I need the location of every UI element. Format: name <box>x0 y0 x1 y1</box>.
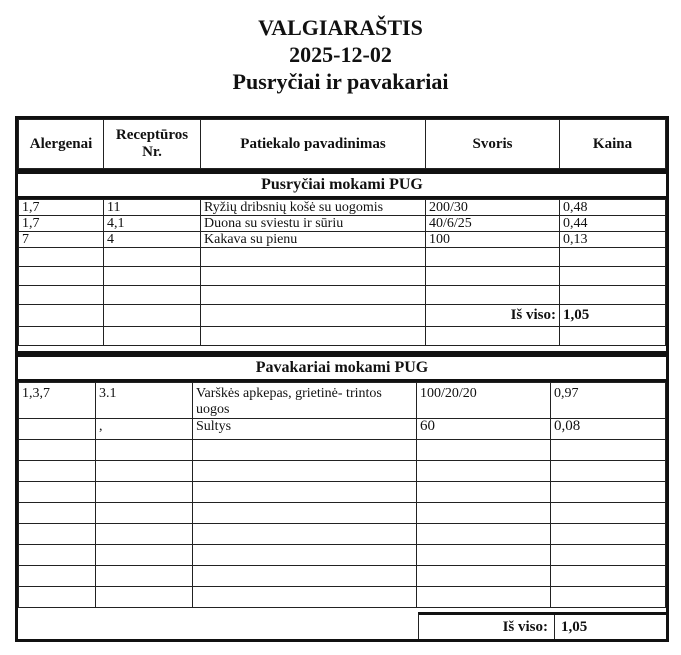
empty-cell <box>193 587 417 608</box>
empty-cell <box>19 503 96 524</box>
cell-recipe: , <box>96 419 193 440</box>
empty-cell <box>417 566 551 587</box>
empty-row <box>19 461 666 482</box>
empty-cell <box>104 305 201 327</box>
cell-price: 0,13 <box>560 232 666 248</box>
table-row <box>19 232 666 248</box>
empty-cell <box>560 248 666 267</box>
cell-recipe: 4,1 <box>104 216 201 232</box>
cell-price: 0,48 <box>560 200 666 216</box>
empty-cell <box>551 440 666 461</box>
empty-cell <box>426 248 560 267</box>
cell-weight: 100 <box>426 232 560 248</box>
cell-weight: 200/30 <box>426 200 560 216</box>
cell-allergens <box>19 419 96 440</box>
empty-cell <box>551 566 666 587</box>
empty-cell <box>19 461 96 482</box>
empty-cell <box>104 248 201 267</box>
empty-cell <box>417 524 551 545</box>
empty-row <box>19 440 666 461</box>
empty-cell <box>19 440 96 461</box>
cell-allergens: 1,3,7 <box>19 383 96 419</box>
empty-row <box>19 482 666 503</box>
total-value: 1,05 <box>561 619 588 635</box>
section-title: Pusryčiai mokami PUG <box>18 174 666 199</box>
empty-cell <box>193 482 417 503</box>
table-row <box>19 419 666 440</box>
empty-cell <box>551 482 666 503</box>
empty-cell <box>96 482 193 503</box>
cell-dish: Duona su sviestu ir sūriu <box>201 216 426 232</box>
empty-cell <box>19 267 104 286</box>
empty-cell <box>201 286 426 305</box>
empty-row <box>19 327 666 346</box>
empty-cell <box>201 248 426 267</box>
empty-row <box>19 286 666 305</box>
empty-cell <box>560 286 666 305</box>
empty-cell <box>104 267 201 286</box>
empty-row <box>19 566 666 587</box>
empty-cell <box>417 461 551 482</box>
section-breakfast <box>15 171 669 354</box>
empty-cell <box>19 286 104 305</box>
empty-cell <box>426 286 560 305</box>
section-afternoon-snack <box>15 354 669 642</box>
empty-cell <box>96 566 193 587</box>
total-row <box>19 305 666 327</box>
cell-allergens: 1,7 <box>19 200 104 216</box>
empty-cell <box>551 587 666 608</box>
empty-cell <box>96 545 193 566</box>
table-row <box>19 216 666 232</box>
empty-cell <box>193 440 417 461</box>
title-date: 2025-12-02 <box>289 42 392 67</box>
empty-cell <box>104 327 201 346</box>
section-title: Pavakariai mokami PUG <box>18 357 666 382</box>
cell-recipe: 4 <box>104 232 201 248</box>
empty-cell <box>560 267 666 286</box>
empty-row <box>19 503 666 524</box>
cell-dish: Kakava su pienu <box>201 232 426 248</box>
total-label: Iš viso: <box>426 305 560 327</box>
empty-cell <box>19 545 96 566</box>
empty-cell <box>19 587 96 608</box>
total-label: Iš viso: <box>419 615 555 639</box>
table-header-frame <box>15 116 669 172</box>
afternoon-snack-table <box>18 382 666 608</box>
header-weight: Svoris <box>426 120 560 169</box>
empty-cell <box>551 545 666 566</box>
empty-cell <box>193 461 417 482</box>
empty-row <box>19 248 666 267</box>
total-value: 1,05 <box>560 305 666 327</box>
empty-cell <box>417 440 551 461</box>
cell-dish: Varškės apkepas, grietinė- trintos uogos <box>193 383 417 419</box>
header-price: Kaina <box>560 120 666 169</box>
cell-dish: Sultys <box>193 419 417 440</box>
empty-row <box>19 267 666 286</box>
empty-cell <box>96 461 193 482</box>
empty-cell <box>96 503 193 524</box>
cell-dish: Ryžių dribsnių košė su uogomis <box>201 200 426 216</box>
cell-recipe: 11 <box>104 200 201 216</box>
cell-allergens: 1,7 <box>19 216 104 232</box>
table-header <box>18 119 666 169</box>
empty-cell <box>417 503 551 524</box>
empty-cell <box>193 503 417 524</box>
empty-cell <box>551 461 666 482</box>
empty-cell <box>201 267 426 286</box>
cell-recipe: 3.1 <box>96 383 193 419</box>
cell-price: 0,44 <box>560 216 666 232</box>
table-row <box>19 383 666 419</box>
header-allergens: Alergenai <box>19 120 104 169</box>
empty-cell <box>417 545 551 566</box>
cell-price: 0,97 <box>551 383 666 419</box>
empty-cell <box>193 566 417 587</box>
empty-cell <box>426 327 560 346</box>
cell-price: 0,08 <box>551 419 666 440</box>
empty-cell <box>201 305 426 327</box>
empty-cell <box>96 587 193 608</box>
empty-cell <box>417 587 551 608</box>
empty-cell <box>96 440 193 461</box>
table-row <box>19 200 666 216</box>
empty-cell <box>193 545 417 566</box>
total-row <box>418 612 666 639</box>
title-heading: VALGIARAŠTIS <box>258 15 423 40</box>
empty-cell <box>193 524 417 545</box>
empty-cell <box>201 327 426 346</box>
empty-cell <box>19 482 96 503</box>
title-subtitle: Pusryčiai ir pavakariai <box>232 69 449 94</box>
empty-cell <box>96 524 193 545</box>
empty-row <box>19 524 666 545</box>
empty-cell <box>19 327 104 346</box>
empty-cell <box>104 286 201 305</box>
empty-cell <box>551 524 666 545</box>
empty-cell <box>426 267 560 286</box>
empty-cell <box>551 503 666 524</box>
breakfast-table <box>18 199 666 346</box>
cell-weight: 100/20/20 <box>417 383 551 419</box>
empty-cell <box>19 524 96 545</box>
cell-allergens: 7 <box>19 232 104 248</box>
empty-cell <box>560 327 666 346</box>
header-dish-name: Patiekalo pavadinimas <box>201 120 426 169</box>
empty-row <box>19 587 666 608</box>
cell-weight: 60 <box>417 419 551 440</box>
empty-cell <box>417 482 551 503</box>
empty-cell <box>19 305 104 327</box>
header-recipe-no: Receptūros Nr. <box>104 120 201 169</box>
cell-weight: 40/6/25 <box>426 216 560 232</box>
empty-cell <box>19 566 96 587</box>
empty-row <box>19 545 666 566</box>
document-title <box>0 14 681 95</box>
empty-cell <box>19 248 104 267</box>
